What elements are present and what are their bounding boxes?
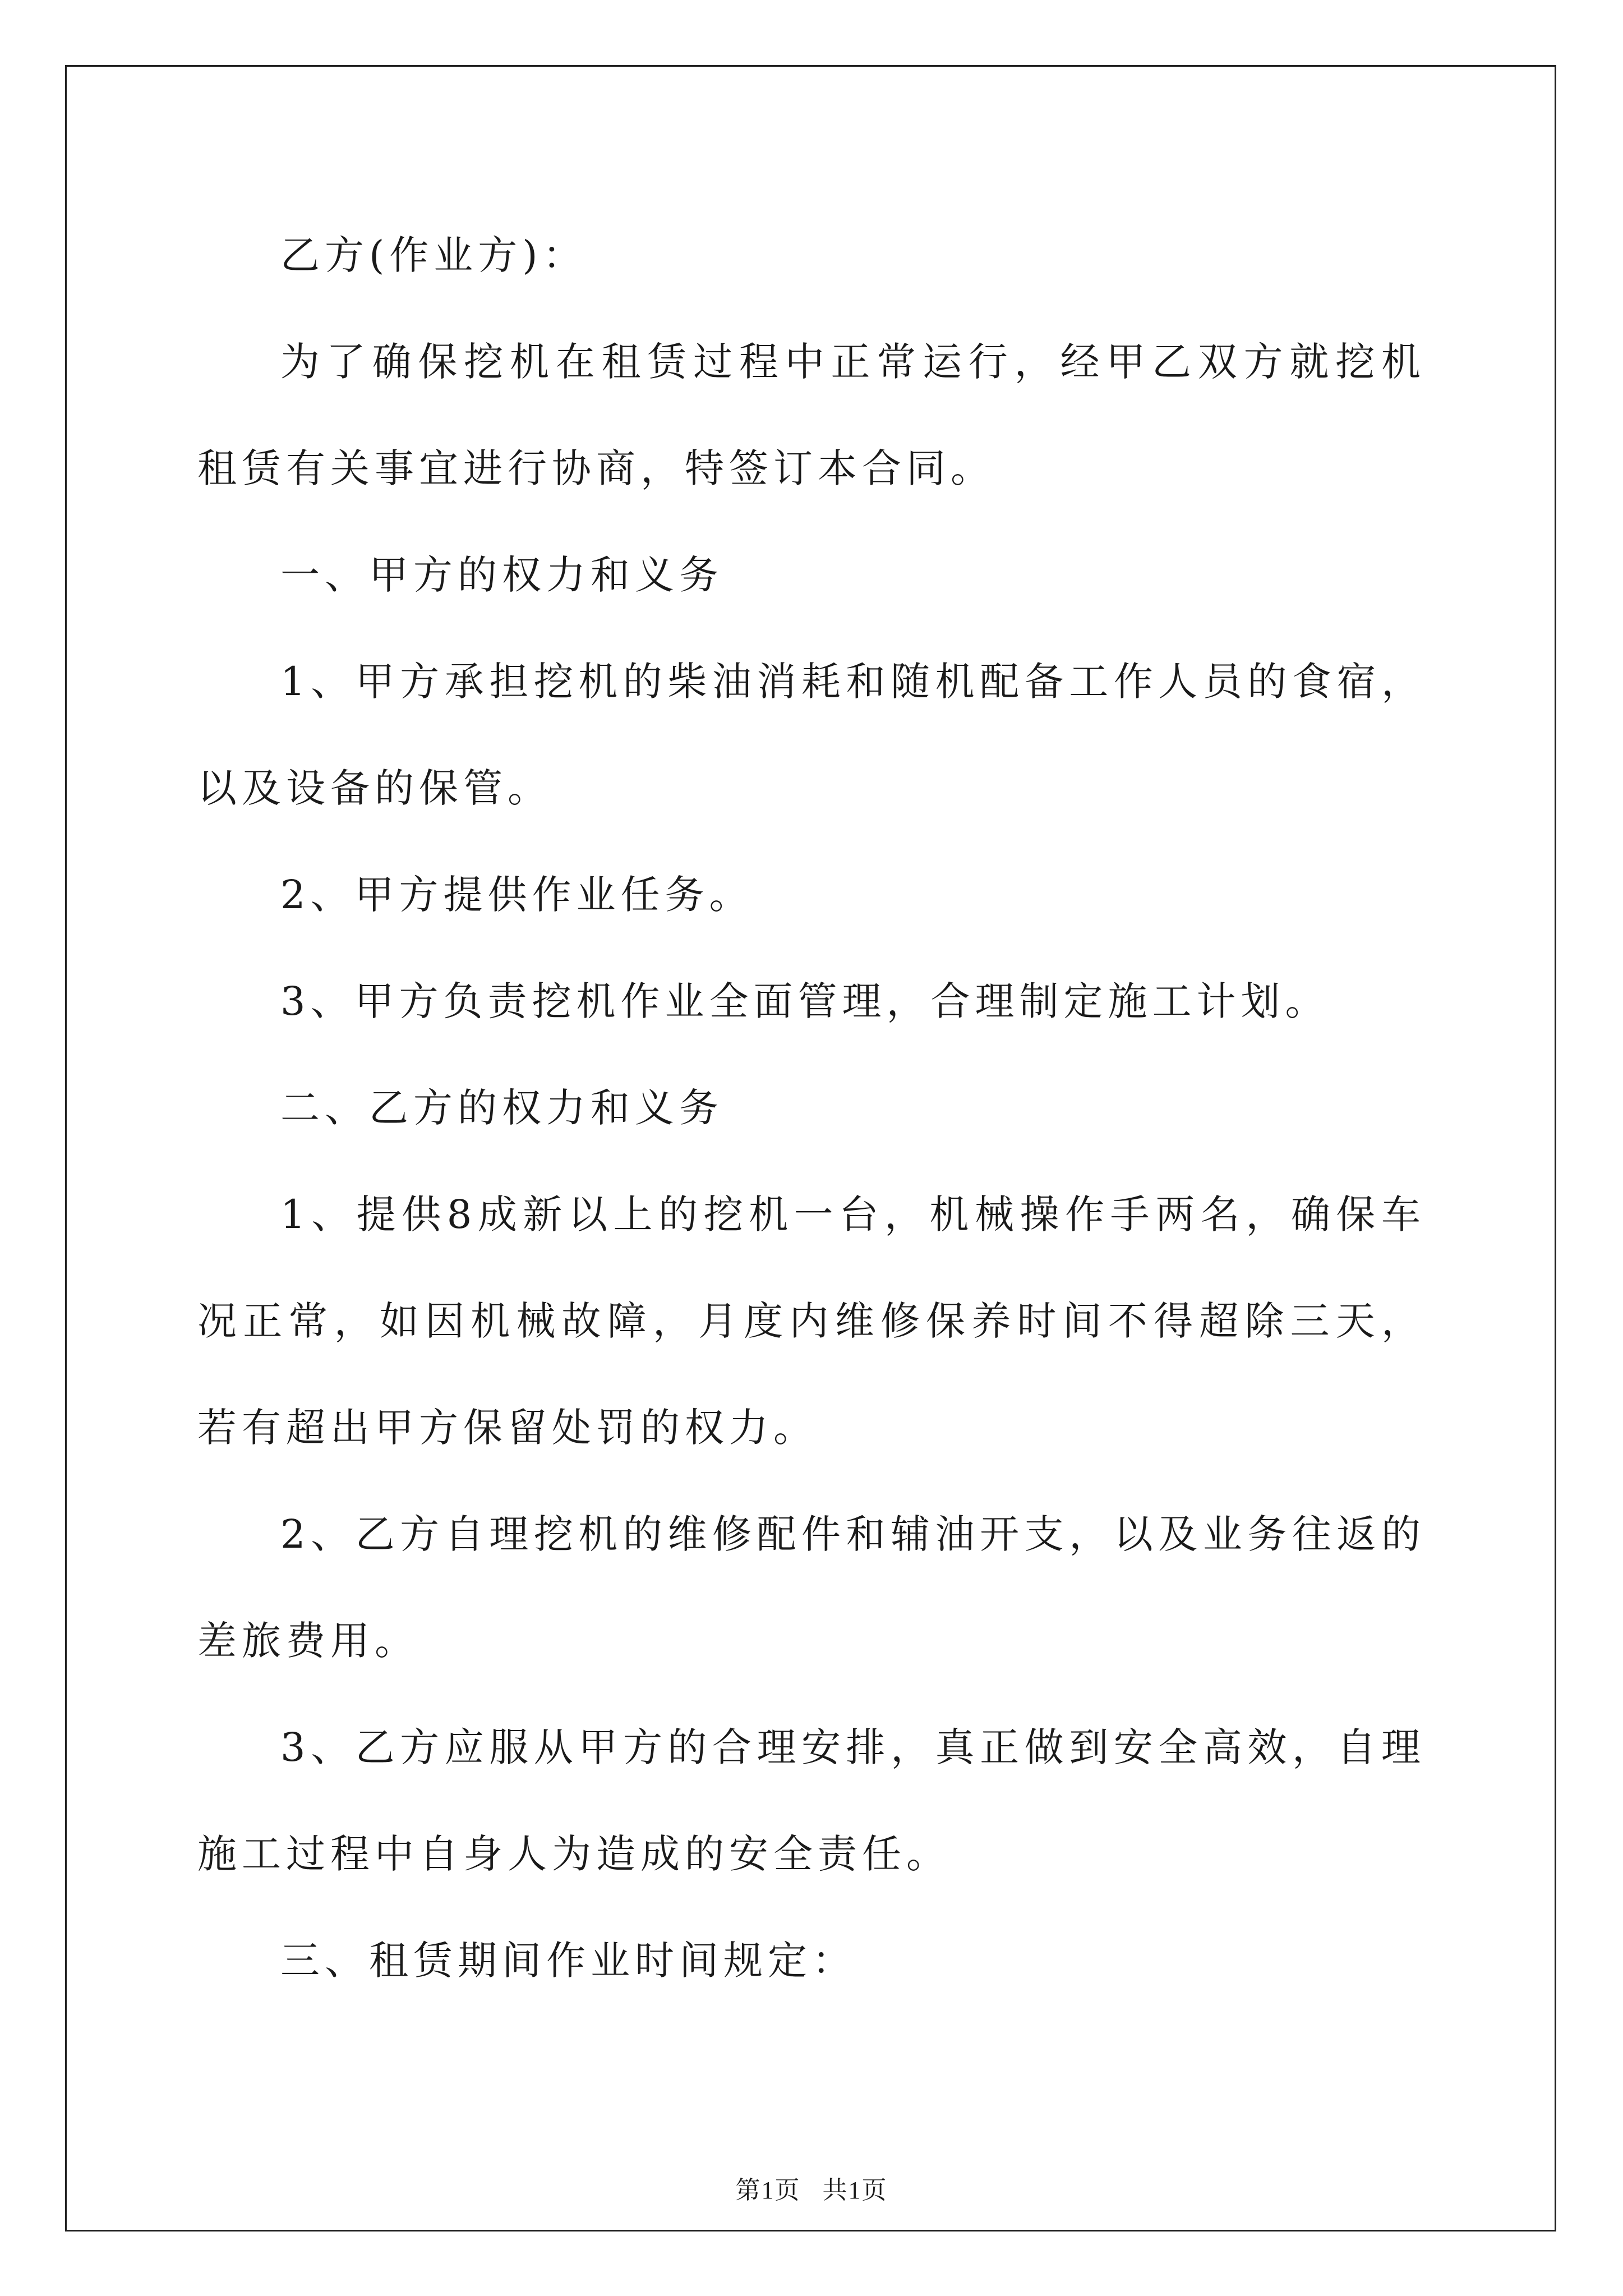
preamble-paragraph: 为了确保挖机在租赁过程中正常运行，经甲乙双方就挖机租赁有关事宜进行协商，特签订本合同。 bbox=[197, 339, 1426, 491]
section-heading-work-hours: 三、租赁期间作业时间规定： bbox=[280, 1938, 856, 1984]
page-footer bbox=[0, 2170, 1623, 2206]
party-b-clause-3: 3、乙方应服从甲方的合理安排，真正做到安全高效，自理施工过程中自身人为造成的安全责任。 bbox=[197, 1724, 1426, 1877]
party-a-clause-3: 3、甲方负责挖机作业全面管理，合理制定施工计划。 bbox=[280, 978, 1330, 1024]
section-heading-party-b: 二、乙方的权力和义务 bbox=[280, 1085, 723, 1131]
party-b-clause-2: 2、乙方自理挖机的维修配件和辅油开支，以及业务往返的差旅费用。 bbox=[197, 1511, 1426, 1664]
page-number-label: 第1页 共1页 bbox=[735, 2177, 888, 2204]
party-b-clause-1: 1、提供8成新以上的挖机一台，机械操作手两名，确保车况正常，如因机械故障，月度内维修保养时间不得超除三天，若有超出甲方保留处罚的权力。 bbox=[197, 1191, 1426, 1451]
section-heading-party-a: 一、甲方的权力和义务 bbox=[280, 552, 723, 598]
party-a-clause-2: 2、甲方提供作业任务。 bbox=[280, 872, 754, 918]
document-body bbox=[197, 202, 1426, 2014]
party-b-line: 乙方(作业方)： bbox=[280, 232, 587, 278]
party-a-clause-1: 1、甲方承担挖机的柴油消耗和随机配备工作人员的食宿，以及设备的保管。 bbox=[197, 659, 1426, 811]
